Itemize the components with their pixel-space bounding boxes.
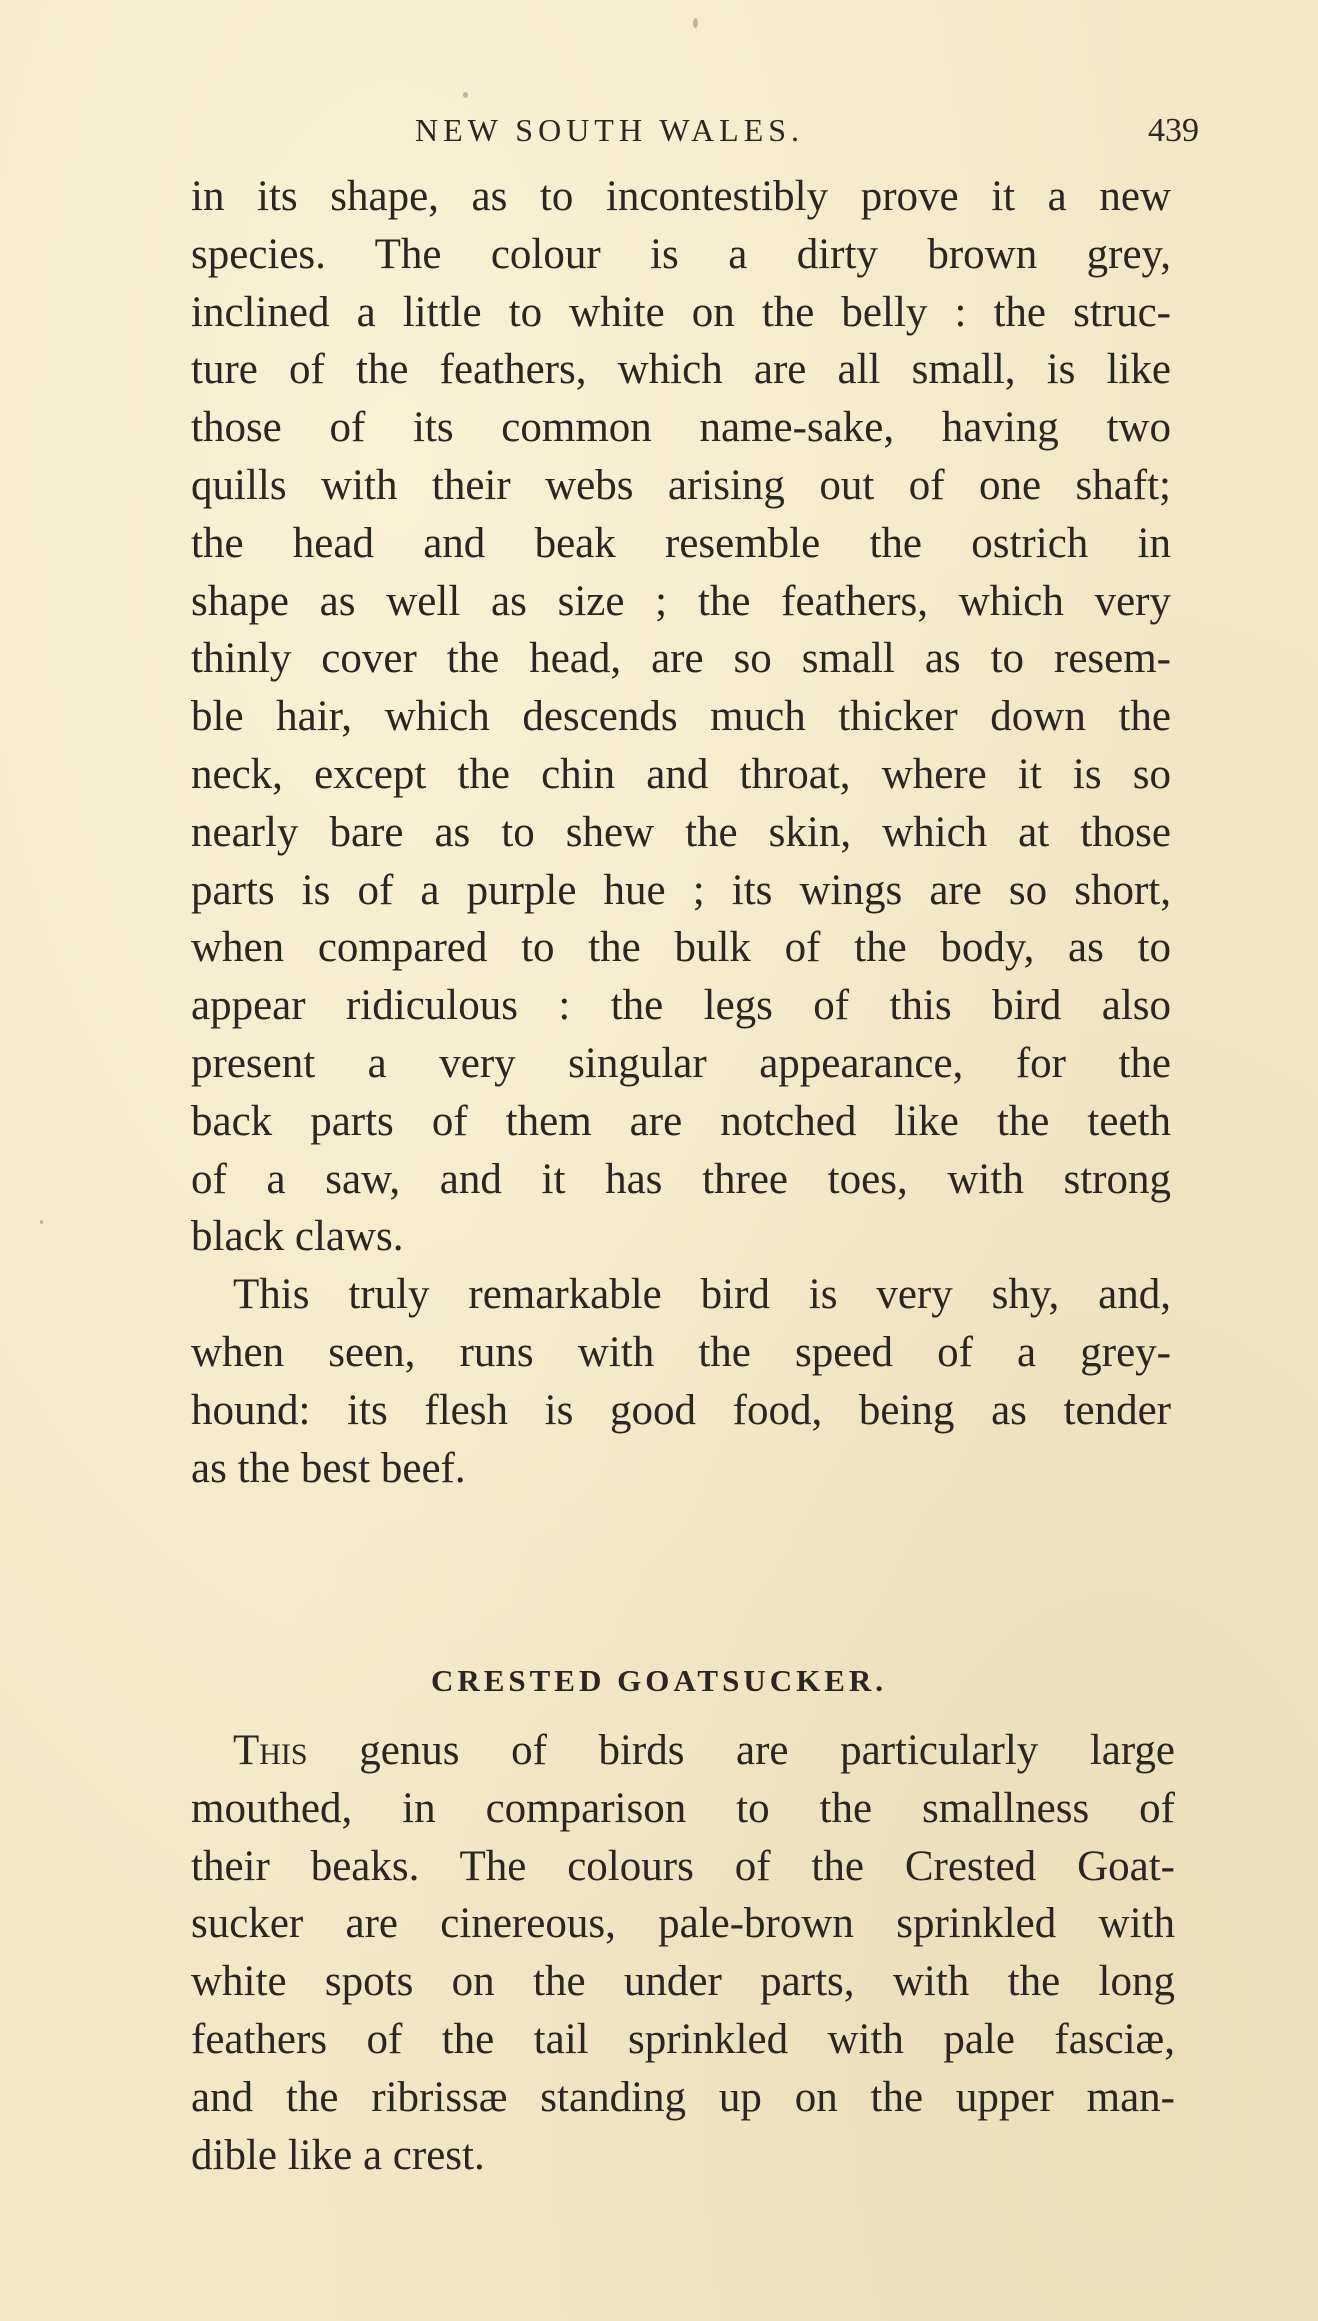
text-line: hound: its flesh is good food, being as tender <box>191 1386 1171 1434</box>
text-line: mouthed, in comparison to the smallness of <box>191 1784 1175 1832</box>
text-line: when compared to the bulk of the body, as to <box>191 924 1171 972</box>
text-line: of a saw, and it has three toes, with strong <box>191 1155 1171 1203</box>
paper-speck <box>693 18 698 28</box>
section-text <box>191 1722 1175 2184</box>
running-title: NEW SOUTH WALES. <box>415 112 805 148</box>
text-line: back parts of them are notched like the teeth <box>191 1097 1171 1145</box>
text-line: in its shape, as to incontestibly prove it a new <box>191 173 1171 220</box>
text-line: shape as well as size ; the feathers, which very <box>191 577 1171 625</box>
text-line: black claws. <box>191 1213 404 1261</box>
text-line: ture of the feathers, which are all small, is like <box>191 346 1171 394</box>
text-line <box>191 1722 1175 1780</box>
paper-speck <box>463 92 468 98</box>
text-line: ble hair, which descends much thicker down the <box>191 693 1171 741</box>
text-line: those of its common name-sake, having two <box>191 404 1171 452</box>
text-line: as the best beef. <box>191 1444 466 1492</box>
text-line: feathers of the tail sprinkled with pale fasciæ, <box>191 2015 1175 2063</box>
text-line: appear ridiculous : the legs of this bird also <box>191 982 1171 1030</box>
body-text <box>191 168 1171 1497</box>
text-line: quills with their webs arising out of one shaft; <box>191 461 1171 509</box>
text-line: thinly cover the head, are so small as to resem- <box>191 635 1171 683</box>
text-line: present a very singular appearance, for the <box>191 1039 1171 1087</box>
page-number: 439 <box>1148 112 1199 149</box>
paper-speck <box>40 1220 43 1224</box>
text-line: This truly remarkable bird is very shy, and, <box>233 1271 1171 1319</box>
section-heading: CRESTED GOATSUCKER. <box>430 1663 888 1698</box>
text-line: and the ribrissæ standing up on the upper man- <box>191 2073 1175 2121</box>
text-line: inclined a little to white on the belly : the struc- <box>191 288 1171 336</box>
text-line: dible like a crest. <box>191 2131 485 2179</box>
text-line: their beaks. The colours of the Crested Goat- <box>191 1842 1175 1890</box>
text-line: when seen, runs with the speed of a grey- <box>191 1328 1171 1376</box>
text-line: neck, except the chin and throat, where it is so <box>191 750 1171 798</box>
text-line: species. The colour is a dirty brown grey, <box>191 230 1171 278</box>
initial-word: This <box>233 1727 308 1774</box>
text-line: parts is of a purple hue ; its wings are so short, <box>191 866 1171 914</box>
text-line: the head and beak resemble the ostrich in <box>191 519 1171 567</box>
text-line: white spots on the under parts, with the long <box>191 1958 1175 2006</box>
line-rest: genus of birds are particularly large <box>359 1727 1175 1774</box>
running-head <box>0 112 1318 162</box>
text-line: sucker are cinereous, pale-brown sprinkled with <box>191 1900 1175 1948</box>
text-line: nearly bare as to shew the skin, which at those <box>191 808 1171 856</box>
